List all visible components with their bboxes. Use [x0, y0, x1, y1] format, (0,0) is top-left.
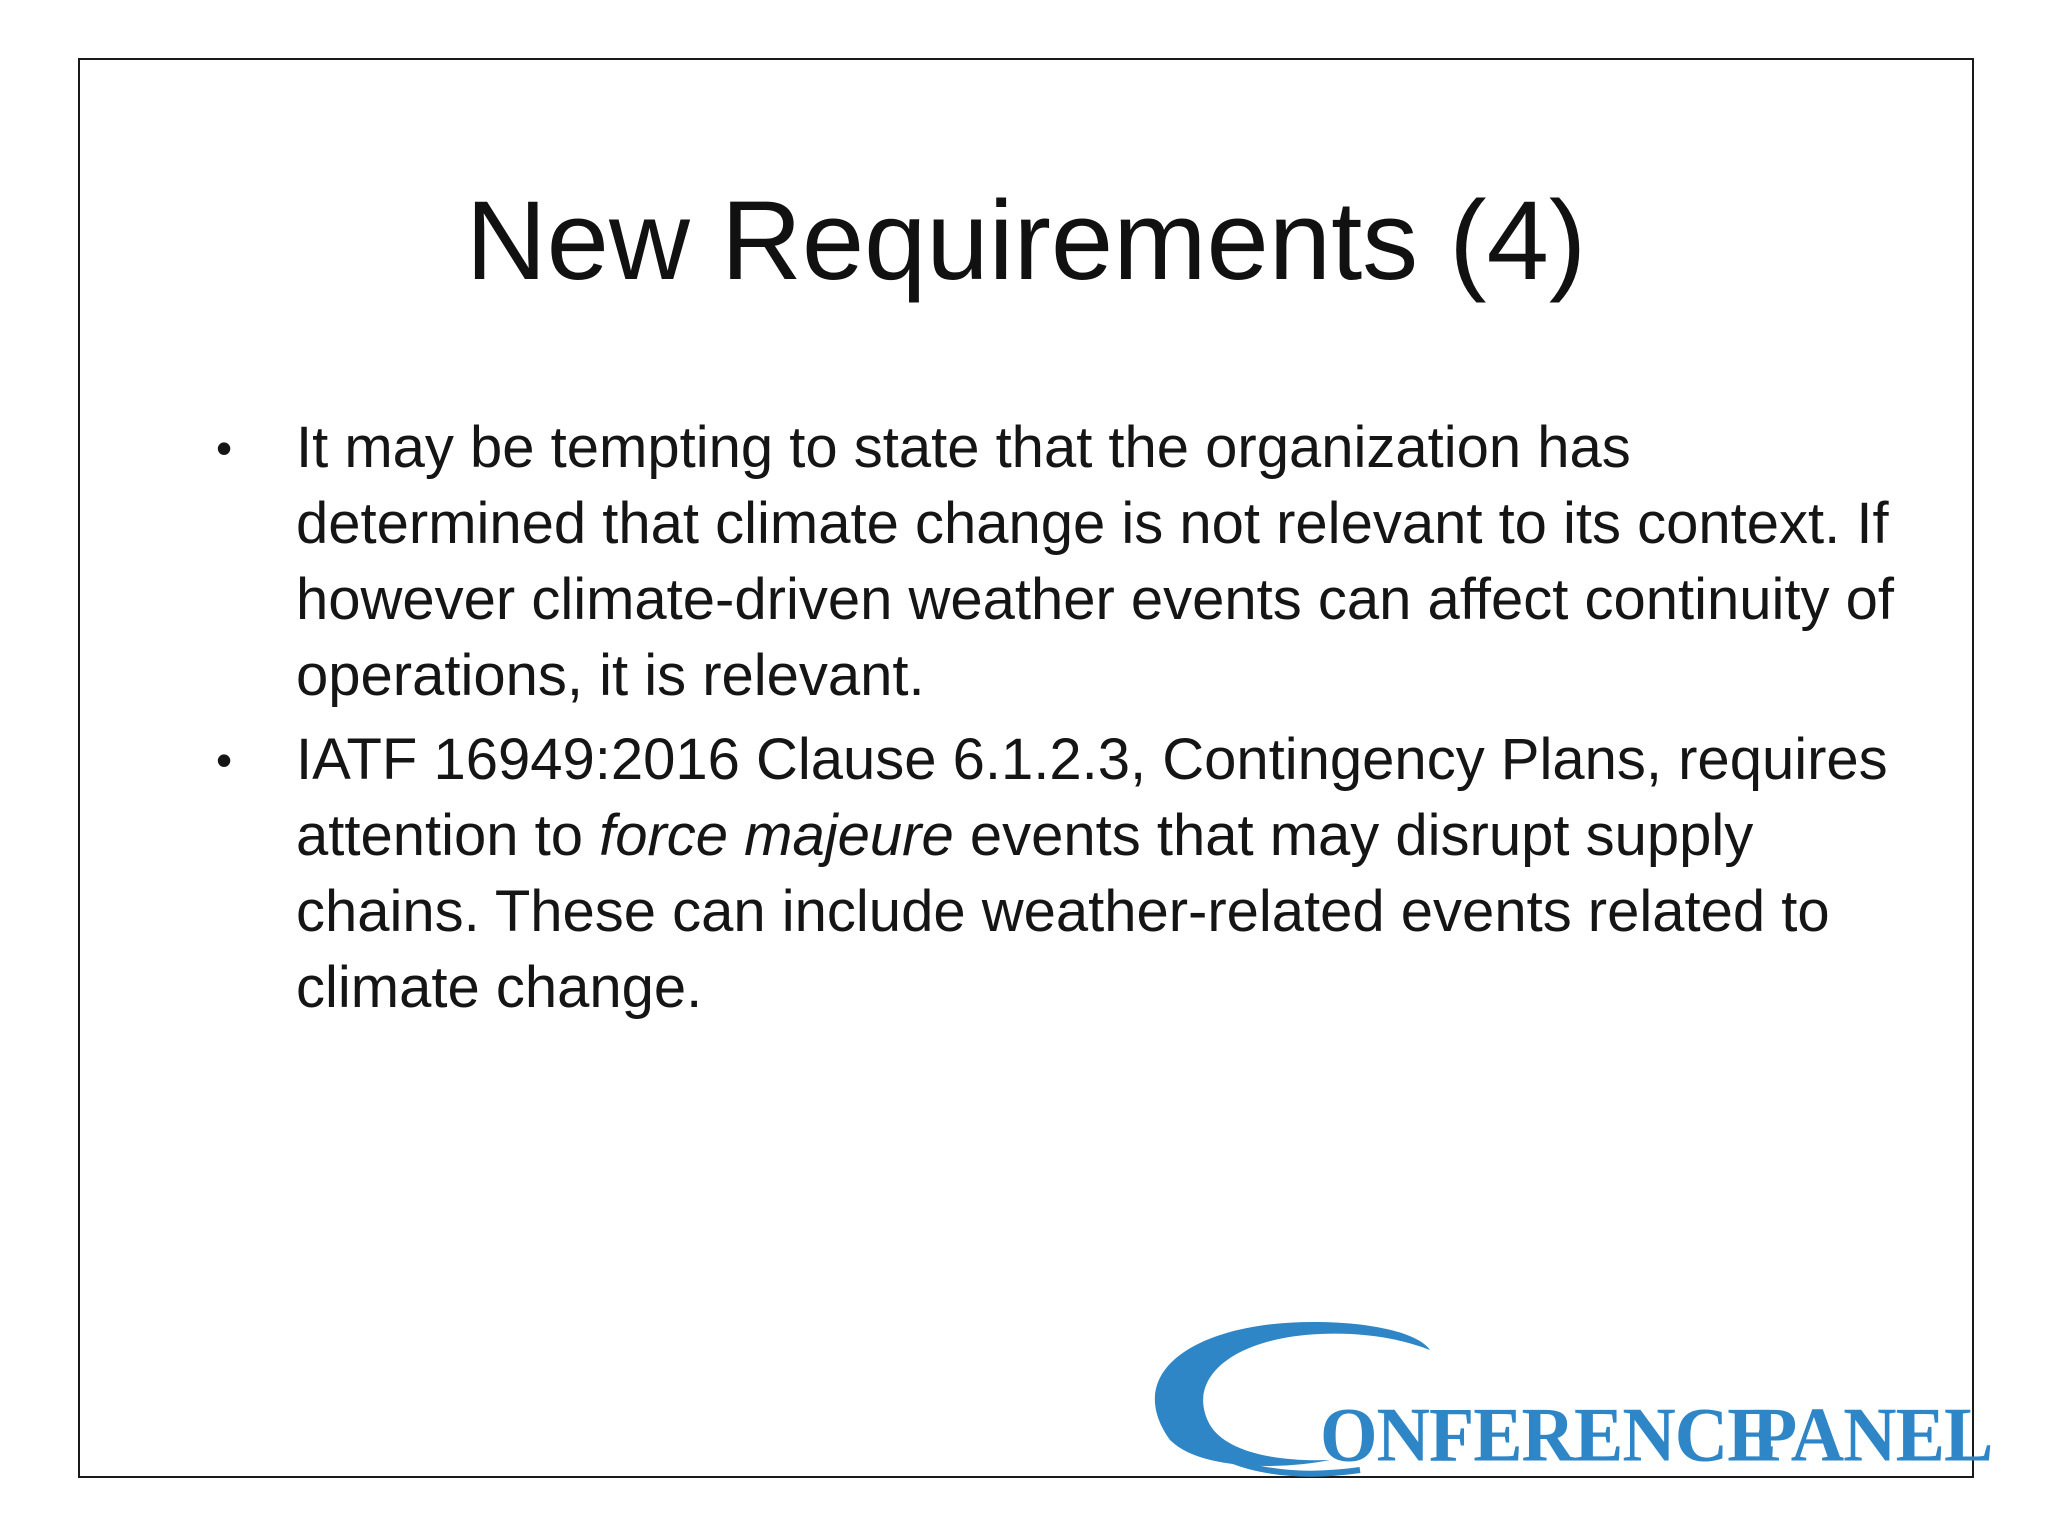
bullet-text-2-italic: force majeure	[599, 803, 954, 868]
bullet-marker: •	[216, 422, 233, 474]
bullet-text-2	[296, 727, 1888, 1020]
bullet-text-1: It may be tempting to state that the organization has determined that climate change is not relevant to its context. If however climate-driven weather events can affect continuity of operations, it is relevant.	[296, 415, 1894, 708]
bullet-text-2-after: events that may disrupt supply chains. These can include weather-related events related to climate change.	[296, 803, 1830, 1020]
bullet-list	[200, 410, 1920, 1034]
bullet-item-1	[200, 410, 1920, 714]
slide-frame	[78, 58, 1993, 1479]
conference-panel-logo	[1130, 1310, 1993, 1490]
logo-text-panel: PANEL	[1752, 1392, 1993, 1479]
logo-text-onference: ONFERENCE	[1320, 1392, 1776, 1479]
bullet-item-2	[200, 722, 1920, 1026]
bullet-text-2-before: IATF 16949:2016 Clause 6.1.2.3, Contingency Plans, requires attention to	[296, 727, 1888, 868]
bullet-marker: •	[216, 734, 233, 786]
slide-title: New Requirements (4)	[465, 178, 1587, 303]
